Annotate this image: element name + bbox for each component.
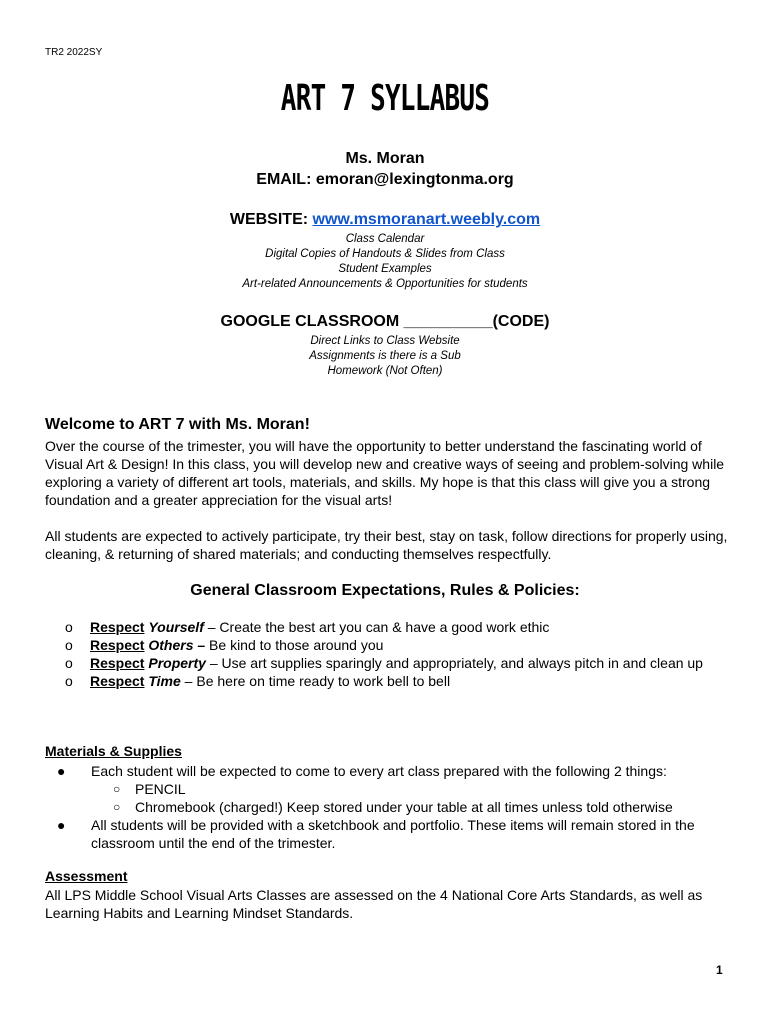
rule-keyword: Time <box>148 673 181 689</box>
website-line <box>0 211 770 229</box>
rule-marker: o <box>65 637 73 653</box>
document-code: TR2 2022SY <box>45 47 103 58</box>
rule-item <box>65 654 735 672</box>
materials-item-text: Each student will be expected to come to every art class prepared with the following 2 things: <box>91 763 667 779</box>
rule-item <box>65 636 735 654</box>
rules-list <box>65 618 735 690</box>
teacher-name: Ms. Moran <box>345 150 425 167</box>
rule-item <box>65 672 735 690</box>
materials-item <box>45 762 735 780</box>
website-item: Class Calendar <box>345 233 425 245</box>
assessment-heading: Assessment <box>45 868 128 884</box>
rule-text: – Use art supplies sparingly and appropriately, and always pitch in and clean up <box>205 655 703 671</box>
google-classroom-line: GOOGLE CLASSROOM __________(CODE) <box>220 313 550 330</box>
bullet-marker: ● <box>57 817 66 833</box>
website-items <box>0 232 770 292</box>
page-number: 1 <box>716 963 723 977</box>
rule-label: Respect <box>90 637 145 653</box>
teacher-email: EMAIL: emoran@lexingtonma.org <box>256 171 514 188</box>
website-label: WEBSITE: <box>229 211 313 228</box>
rule-keyword: Yourself <box>148 619 204 635</box>
welcome-paragraph: Over the course of the trimester, you will have the opportunity to better understand the fascinating world of Visual Art & Design! In this class, you will develop new and creative ways of seeing and problem-solving while exploring a variety of different art tools, materials, and skills. My hope is that this class will give you a strong foundation and a greater appreciation for the visual arts! <box>45 438 725 508</box>
materials-list <box>45 762 735 852</box>
website-item: Art-related Announcements & Opportunities for students <box>242 278 528 290</box>
materials-subitem-text: PENCIL <box>135 781 186 797</box>
website-item: Student Examples <box>338 263 432 275</box>
rule-keyword: Others – <box>148 637 206 653</box>
rule-item <box>65 618 735 636</box>
materials-heading: Materials & Supplies <box>45 743 182 759</box>
materials-subitem <box>45 798 735 816</box>
classroom-item: Assignments is there is a Sub <box>309 350 461 362</box>
sub-bullet-marker: ○ <box>113 800 121 814</box>
rule-keyword: Property <box>148 655 206 671</box>
rule-label: Respect <box>90 655 145 671</box>
materials-subitem-text: Chromebook (charged!) Keep stored under your table at all times unless told otherwise <box>135 799 673 815</box>
website-item: Digital Copies of Handouts & Slides from Class <box>265 248 505 260</box>
materials-item <box>45 816 735 852</box>
participation-paragraph: All students are expected to actively participate, try their best, stay on task, follow directions for properly using, cleaning, & returning of shared materials; and conducting themselves respectfully. <box>45 528 728 562</box>
assessment-paragraph: All LPS Middle School Visual Arts Classes are assessed on the 4 National Core Arts Standards, as well as Learning Habits and Learning Mindset Standards. <box>45 887 703 921</box>
bullet-marker: ● <box>57 763 66 779</box>
sub-bullet-marker: ○ <box>113 782 121 796</box>
page-title: ART 7 SYLLABUS <box>280 78 490 119</box>
rule-label: Respect <box>90 673 145 689</box>
rule-text: – Create the best art you can & have a good work ethic <box>203 619 550 635</box>
welcome-heading: Welcome to ART 7 with Ms. Moran! <box>45 416 310 433</box>
expectations-heading: General Classroom Expectations, Rules & Policies: <box>190 582 580 599</box>
materials-subitem <box>45 780 735 798</box>
rule-text: – Be here on time ready to work bell to bell <box>180 673 451 689</box>
rule-marker: o <box>65 619 73 635</box>
classroom-item: Direct Links to Class Website <box>310 335 460 347</box>
rule-marker: o <box>65 655 73 671</box>
rule-label: Respect <box>90 619 145 635</box>
classroom-items <box>0 334 770 379</box>
rule-text: Be kind to those around you <box>205 637 384 653</box>
website-link[interactable]: www.msmoranart.weebly.com <box>312 211 541 228</box>
classroom-item: Homework (Not Often) <box>327 365 443 377</box>
materials-item-text: All students will be provided with a sketchbook and portfolio. These items will remain stored in the classroom until the end of the trimester. <box>91 817 695 851</box>
rule-marker: o <box>65 673 73 689</box>
